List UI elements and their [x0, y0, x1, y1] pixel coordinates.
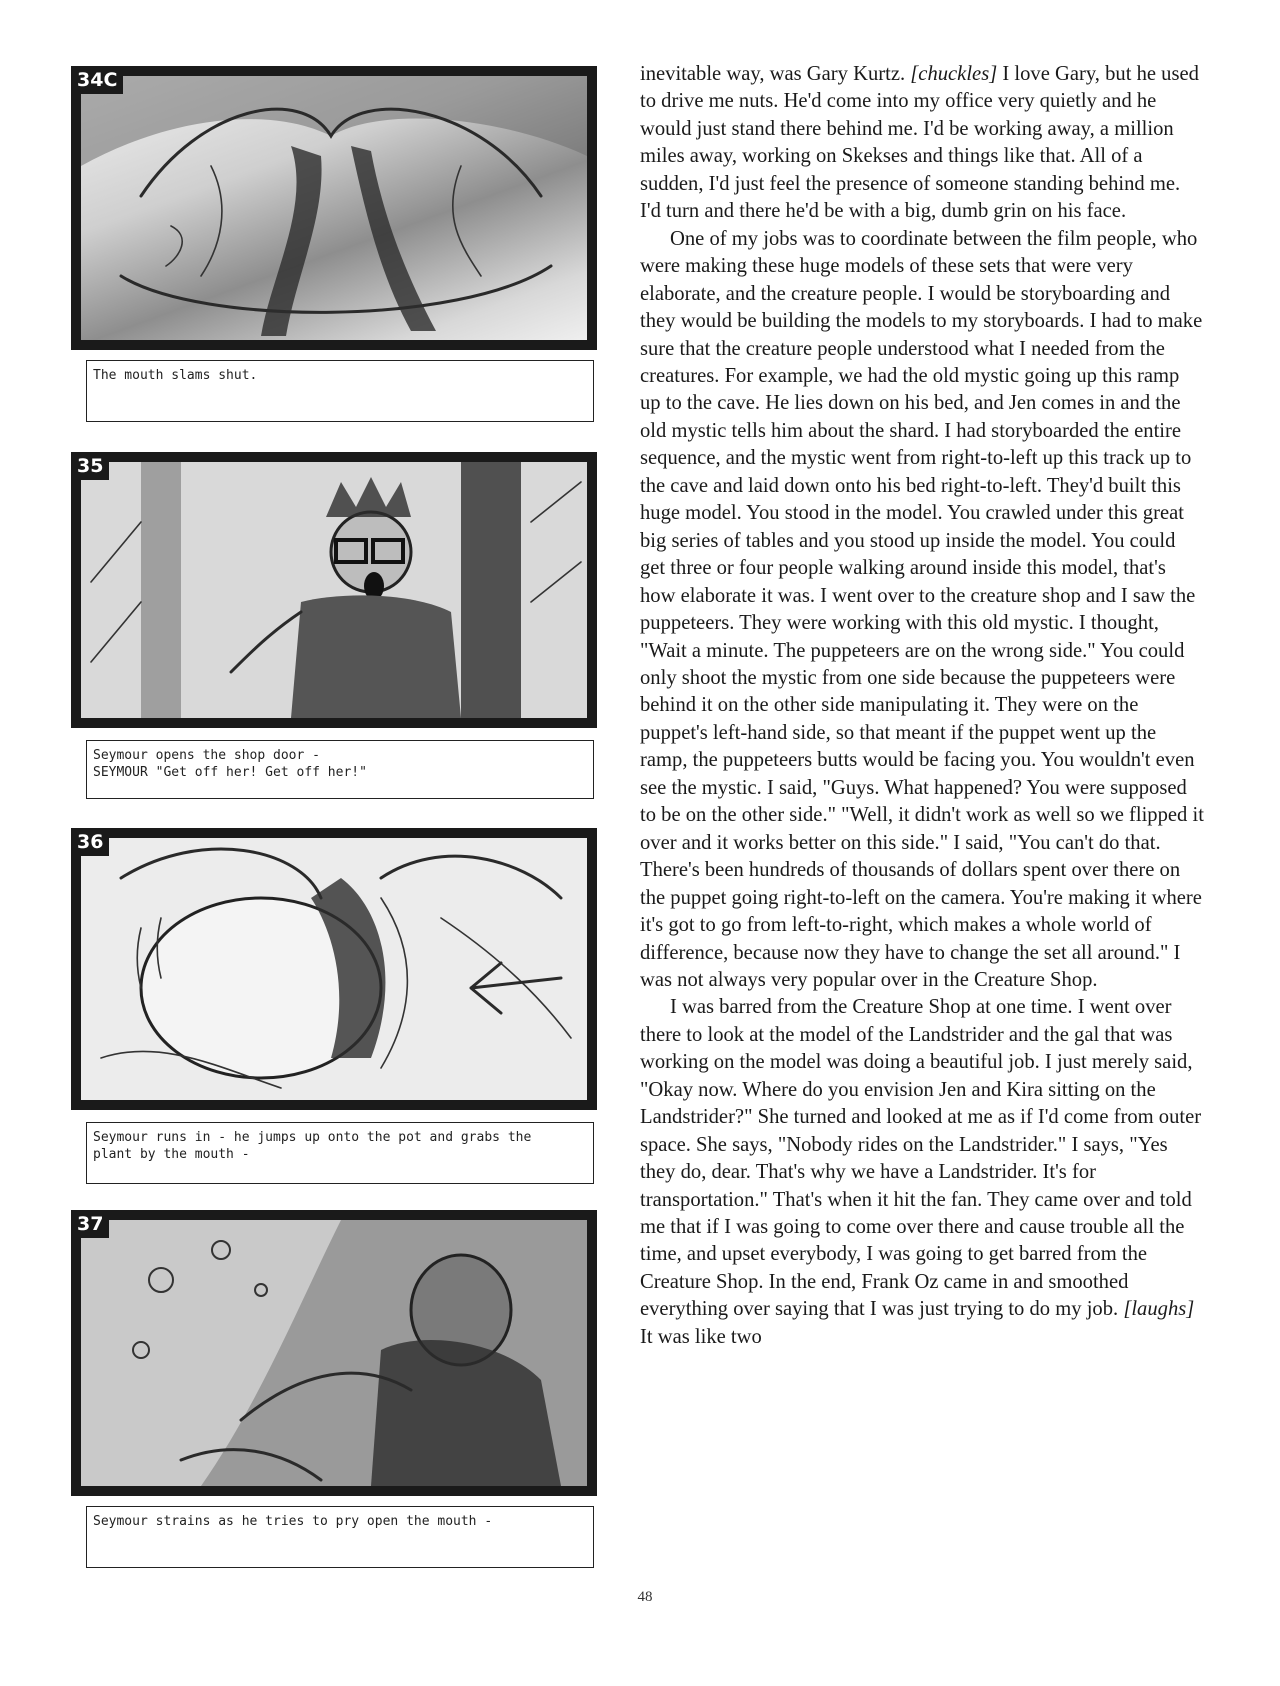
stage-direction: [laughs] — [1123, 1298, 1195, 1321]
paragraph: One of my jobs was to coordinate between the film people, who were making these huge models of these sets that were very elaborate, and the creature people. I would be storyboarding and they would be building the models to my storyboards. I had to make sure that the creature people understood what I needed from the creatures. For example, we had the old mystic going up this ramp up to the cave. He lies down on his bed, and Jen comes in and the old mystic tells him about the shard. I had storyboarded the entire sequence, and the mystic went from right-to-left up this track up to the cave and laid down onto his bed right-to-left. They'd built this huge model. You stood in the model. You crawled under this great big series of tables and you stood up inside the model. You could get three or four people walking around inside this model, that's how elaborate it was. I went over to the creature shop and I saw the puppeteers. They were working with this old mystic. I thought, "Wait a minute. The puppeteers are on the wrong side." You could only shoot the mystic from one side because the puppeteers were behind it on the other side manipulating it. They were on the puppet's left-hand side, so that meant if the puppet went up the ramp, the puppeteers butts would be facing you. You wouldn't even see the mystic. I said, "Guys. What happened? You were supposed to be on the other side." "Well, it didn't work as well so we flipped it over and it works better on this side." I said, "You can't do that. There's been hundreds of thousands of dollars spent over there on the puppet going right-to-left on the camera. You're making it where it's got to go from left-to-right, which makes a whole world of difference, because now they have to change the set all around." I was not always very popular over in the Creature Shop. — [640, 227, 1204, 991]
page-number: 48 — [637, 1589, 653, 1605]
panel-number: 35 — [71, 452, 109, 480]
storyboard-panel-35 — [71, 452, 597, 728]
paragraph: inevitable way, was Gary Kurtz. [chuckles] I love Gary, but he used to drive me nuts. He'd come into my office very quietly and he would just stand there behind me. I'd be working away, a million miles away, working on Skekses and things like that. All of a sudden, I'd just feel the presence of someone standing behind me. I'd turn and there he'd be with a big, dumb grin on his face. — [640, 63, 1199, 223]
panel-number: 36 — [71, 828, 109, 856]
storyboard-panel-37 — [71, 1210, 597, 1496]
storyboard-sketch-35 — [81, 462, 587, 718]
storyboard-sketch-37 — [81, 1220, 587, 1486]
storyboard-panel-36 — [71, 828, 597, 1110]
storyboard-panel-34c — [71, 66, 597, 350]
panel-caption: The mouth slams shut. — [86, 360, 594, 422]
paragraph: I was barred from the Creature Shop at one time. I went over there to look at the model of the Landstrider and the gal that was working on the model was doing a beautiful job. I just merely said, "Okay now. Where do you envision Jen and Kira sitting on the Landstrider?" She turned and looked at me as if I'd come from outer space. She says, "Nobody rides on the Landstrider." I says, "Yes they do, dear. That's why we have a Landstrider. It's for transportation." That's when it hit the fan. They came over and told me that if I was going to come over there and cause trouble all the time, and upset everybody, I was going to get barred from the Creature Shop. In the end, Frank Oz came in and smoothed everything over saying that I was just trying to do my job. [laughs] It was like two — [640, 996, 1202, 1348]
panel-number: 37 — [71, 1210, 109, 1238]
stage-direction: [chuckles] — [910, 63, 998, 85]
storyboard-sketch-34c — [81, 76, 587, 340]
article-body — [640, 61, 1205, 1351]
panel-caption: Seymour strains as he tries to pry open the mouth - — [86, 1506, 594, 1568]
panel-caption: Seymour opens the shop door - SEYMOUR "Get off her! Get off her!" — [86, 740, 594, 799]
storyboard-sketch-36 — [81, 838, 587, 1100]
panel-caption: Seymour runs in - he jumps up onto the pot and grabs the plant by the mouth - — [86, 1122, 594, 1184]
panel-number: 34C — [71, 66, 123, 94]
